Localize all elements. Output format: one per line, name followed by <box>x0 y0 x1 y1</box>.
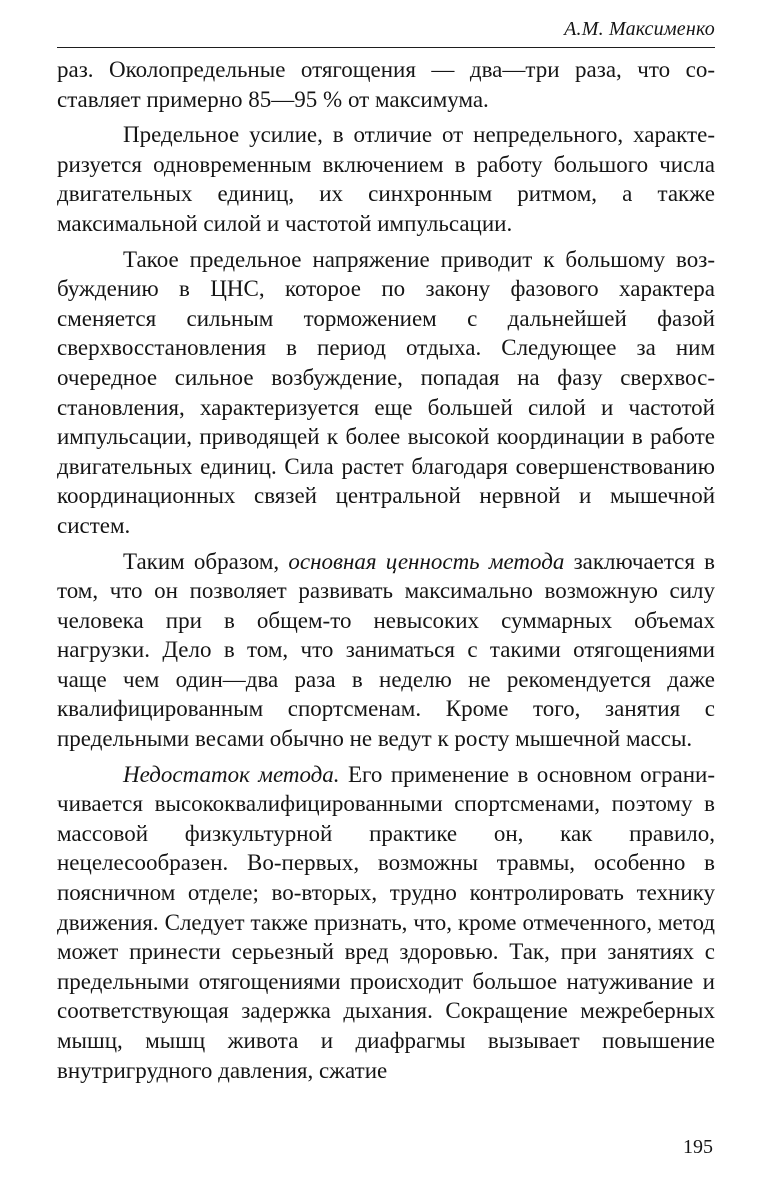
paragraph-1: раз. Околопредельные отягощения — два—три раза, что составляет примерно 85—95 % от максимума. <box>57 57 715 112</box>
header-rule <box>57 47 715 48</box>
page-number: 195 <box>683 1136 713 1158</box>
paragraph-5-emphasis: Недостаток метода. <box>123 761 340 787</box>
paragraph-4-emphasis: основная ценность метода <box>288 548 565 574</box>
paragraph-5-rest: Его применение в основном ограничивается высококвалифицированными спортсменами, поэтому в массовой физкультурной практике он, как правило, нецелесообразен. Во-первых, возможны травмы, особенно в поясничном отделе; во-вторых, трудно контролировать технику движения. Следует также признать, что, кроме отмеченного, метод может принести серьезный вред здоровью. Так, при занятиях с предельными отягощениями происходит большое натуживание и соответствующая задержка дыхания. Сокращение межреберных мышц, мышц живота и диафрагмы вызывает повышение внутригрудного давления, сжатие <box>57 761 715 1083</box>
paragraph-4-rest: заключается в том, что он позволяет развивать максимально возможную силу человека при в общем-то невысоких суммарных объемах нагрузки. Дело в том, что заниматься с такими отягощениями чаще чем один—два раза в неделю не рекомендуется даже квалифицированным спортсменам. Кроме того, занятия с предельными весами обычно не ведут к росту мышечной массы. <box>57 548 716 752</box>
paragraph-2: Предельное усилие, в отличие от непредельного, характеризуется одновременным включением в работу большого числа двигательных единиц, их синхронным ритмом, а также максимальной силой и частотой импульсации. <box>57 122 715 236</box>
paragraph-4-start: Таким образом, <box>123 548 289 574</box>
page-body <box>57 55 715 1091</box>
paragraph-5 <box>57 760 715 1086</box>
running-head: А.М. Максименко <box>564 18 715 40</box>
paragraph-4 <box>57 547 715 754</box>
paragraph-3: Такое предельное напряжение приводит к большому возбуждению в ЦНС, которое по закону фазового характера сменяется сильным торможением с дальнейшей фазой сверхвосстановления в период отдыха. Следующее за ним очередное сильное возбуждение, попадая на фазу сверхвосстановления, характеризуется еще большей силой и частотой импульсации, приводящей к более высокой координации в работе двигательных единиц. Сила растет благодаря совершенствованию координационных связей центральной нервной и мышечной систем. <box>57 246 715 538</box>
